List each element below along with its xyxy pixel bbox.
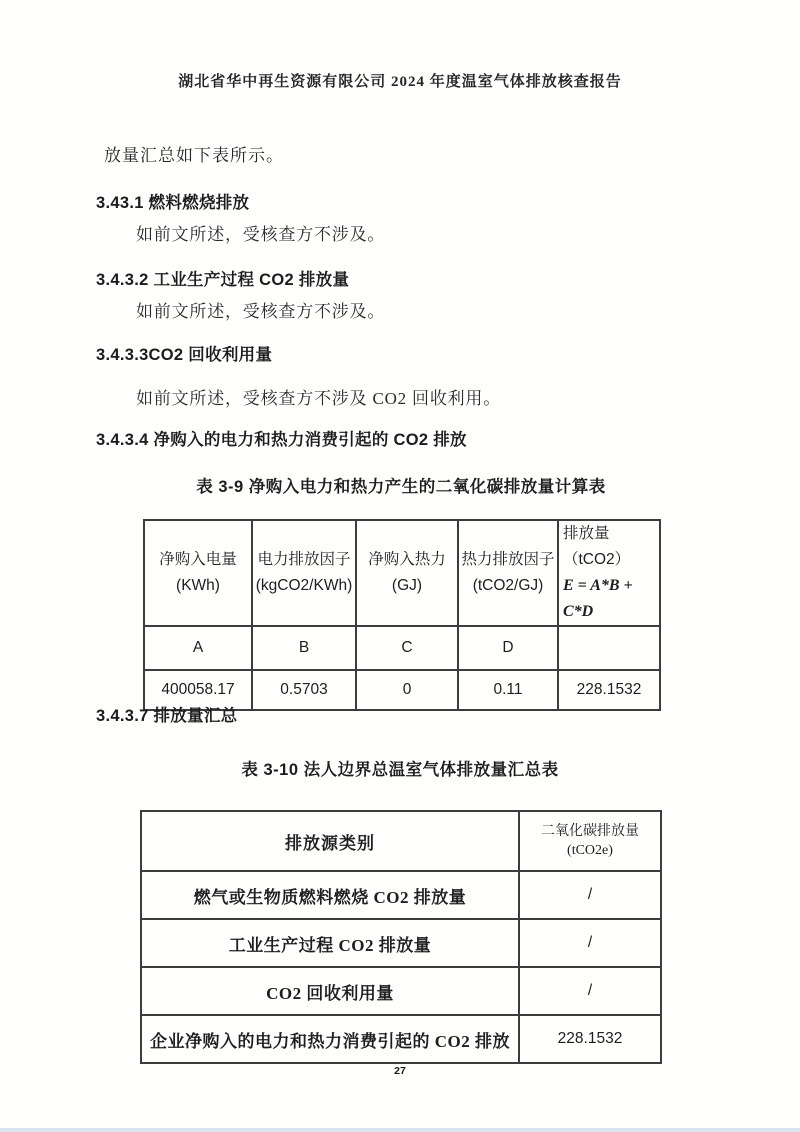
header-label: 二氧化碳排放量 (541, 824, 639, 839)
header-label: 电力排放因子 (257, 551, 351, 568)
letter-cell-a: A (144, 626, 252, 670)
value-cell: 228.1532 (519, 1015, 661, 1063)
header-cell-electricity (144, 520, 252, 626)
value-cell: / (519, 919, 661, 967)
value-cell-heat: 0 (356, 670, 458, 710)
section-body-fuel-combustion: 如前文所述，受核查方不涉及。 (136, 225, 386, 244)
value-cell-heat-factor: 0.11 (458, 670, 558, 710)
category-cell: 工业生产过程 CO2 排放量 (141, 919, 519, 967)
letter-cell-b: B (252, 626, 356, 670)
scan-bottom-edge (0, 1128, 800, 1132)
table-row-purchased-electricity-heat (141, 1015, 661, 1063)
header-cell-heat (356, 520, 458, 626)
header-unit: (KWh) (176, 577, 220, 594)
header-unit: (GJ) (391, 577, 423, 594)
value-cell: / (519, 967, 661, 1015)
category-cell: 企业净购入的电力和热力消费引起的 CO2 排放 (141, 1015, 519, 1063)
letter-cell-c: C (356, 626, 458, 670)
header-label: 净购入电量 (159, 551, 237, 568)
emission-formula: E = A*B + C*D (563, 577, 633, 620)
header-cell-electricity-factor (252, 520, 356, 626)
header-unit: (tCO2e) (567, 843, 613, 858)
section-body-industrial-process: 如前文所述，受核查方不涉及。 (136, 302, 386, 321)
header-cell-emission (558, 520, 660, 626)
header-label: 热力排放因子 (461, 551, 555, 568)
table-3-9-caption: 表 3-9 净购入电力和热力产生的二氧化碳排放量计算表 (196, 478, 606, 496)
category-cell: CO2 回收利用量 (141, 967, 519, 1015)
value-cell-emission: 228.1532 (558, 670, 660, 710)
intro-paragraph: 放量汇总如下表所示。 (104, 146, 284, 165)
table-3-9 (143, 519, 661, 711)
page-number: 27 (394, 1065, 406, 1077)
table-3-10 (140, 810, 662, 1064)
header-unit: (tCO2/GJ) (472, 577, 544, 594)
table-3-9-header-row (144, 520, 660, 626)
section-heading-industrial-process: 3.4.3.2 工业生产过程 CO2 排放量 (96, 271, 350, 289)
section-heading-co2-recovery: 3.4.3.3CO2 回收利用量 (96, 346, 273, 364)
header-label: 排放量（tCO2） (563, 525, 631, 568)
value-cell-electricity: 400058.17 (144, 670, 252, 710)
table-row-industrial-process (141, 919, 661, 967)
report-header-title: 湖北省华中再生资源有限公司 2024 年度温室气体排放核查报告 (178, 74, 622, 90)
header-unit: (kgCO2/KWh) (255, 577, 353, 594)
table-3-9-letter-row (144, 626, 660, 670)
section-heading-emission-summary: 3.4.3.7 排放量汇总 (96, 707, 238, 725)
value-cell-electricity-factor: 0.5703 (252, 670, 356, 710)
table-row-co2-recovery (141, 967, 661, 1015)
table-3-10-header-row (141, 811, 661, 871)
letter-cell-empty (558, 626, 660, 670)
table-row-fuel-combustion (141, 871, 661, 919)
section-body-co2-recovery: 如前文所述，受核查方不涉及 CO2 回收利用。 (136, 389, 502, 408)
header-label: 净购入热力 (368, 551, 446, 568)
table-3-10-caption: 表 3-10 法人边界总温室气体排放量汇总表 (241, 761, 559, 779)
header-cell-emission-source: 排放源类别 (141, 811, 519, 871)
category-cell: 燃气或生物质燃料燃烧 CO2 排放量 (141, 871, 519, 919)
header-cell-heat-factor (458, 520, 558, 626)
value-cell: / (519, 871, 661, 919)
header-cell-co2-amount (519, 811, 661, 871)
section-heading-purchased-electricity-heat: 3.4.3.4 净购入的电力和热力消费引起的 CO2 排放 (96, 431, 467, 449)
section-heading-fuel-combustion: 3.43.1 燃料燃烧排放 (96, 194, 250, 212)
letter-cell-d: D (458, 626, 558, 670)
